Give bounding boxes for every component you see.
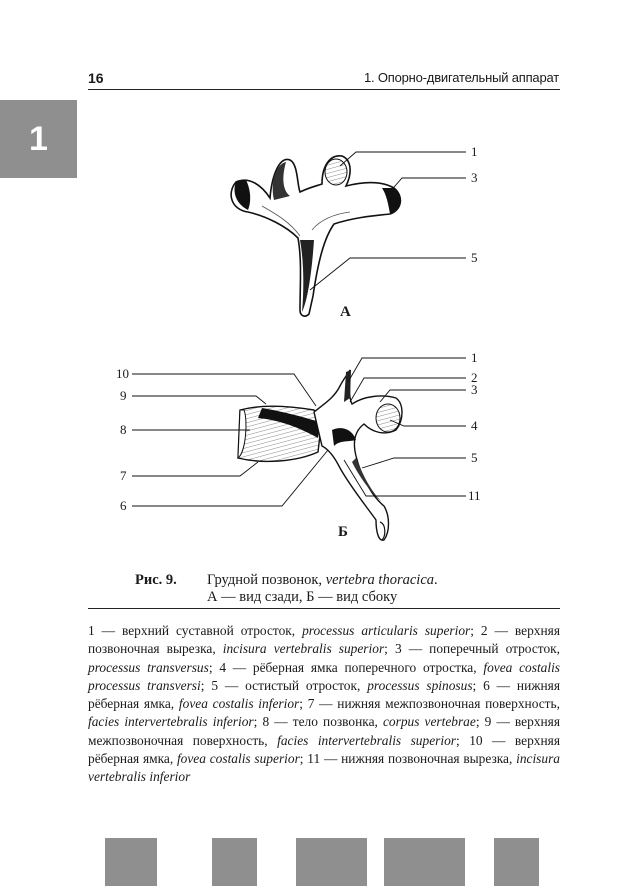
legend-entry: 4 — рёберная ямка поперечного отростка, fovea costalis processus transversi; <box>88 659 561 693</box>
view-b-callout-4: 4 <box>471 418 478 433</box>
chapter-tab: 1 <box>0 100 77 178</box>
footer-block-3 <box>296 838 367 886</box>
legend-entry: 3 — поперечный отросток, processus transversus; <box>88 641 560 675</box>
vertebra-view-b-drawing <box>238 370 402 540</box>
legend-entry: 9 — верхняя межпозвоночная поверхность, facies intervertebralis superior; <box>88 714 560 748</box>
legend-entry: 2 — верхняя позвоночная вырезка, incisura vertebralis superior; <box>88 623 560 657</box>
legend-entry: 8 — тело позвонка, corpus vertebrae; <box>262 714 485 730</box>
view-a-label: А <box>340 304 351 320</box>
legend-entry: 7 — нижняя межпозвоночная поверхность, facies intervertebralis inferior; <box>88 696 560 730</box>
legend-entry: 11 — нижняя позвоночная вырезка, incisura vertebralis inferior <box>88 751 560 785</box>
view-b-callout-9: 9 <box>120 388 127 403</box>
legend-entry: 1 — верхний суставной отросток, processus articularis superior; <box>88 623 481 638</box>
view-b-callout-1: 1 <box>471 350 478 365</box>
legend-entry: 5 — остистый отросток, processus spinosus; <box>211 677 484 693</box>
legend-paragraph <box>88 622 560 787</box>
view-b-callout-7: 7 <box>120 468 127 483</box>
view-b-label: Б <box>338 524 348 540</box>
footer-block-2 <box>212 838 257 886</box>
view-b-callout-2: 2 <box>471 370 478 385</box>
view-a-callout-1: 1 <box>471 144 478 159</box>
footer-block-5 <box>494 838 539 886</box>
caption-title: Грудной позвонок, vertebra thoracica. <box>207 572 438 588</box>
vertebra-view-a-drawing <box>231 156 400 316</box>
footer-block-4 <box>384 838 465 886</box>
figure-legend <box>88 622 560 787</box>
view-b-callout-10: 10 <box>116 366 129 381</box>
view-b-callout-6: 6 <box>120 498 127 513</box>
view-a-callout-5: 5 <box>471 250 478 265</box>
view-b-callout-3: 3 <box>471 382 478 397</box>
caption-rule <box>88 608 560 609</box>
view-b-callout-5: 5 <box>471 450 478 465</box>
legend-entry: 10 — верхняя рёберная ямка, fovea costalis superior; <box>88 732 560 767</box>
page-number: 16 <box>88 70 104 86</box>
running-header-chapter-title: 1. Опорно-двигательный аппарат <box>364 70 559 85</box>
view-b-callout-8: 8 <box>120 422 127 437</box>
legend-entry: 6 — нижняя рёберная ямка, fovea costalis inferior; <box>88 677 560 712</box>
caption-subtitle: А — вид сзади, Б — вид сбоку <box>207 589 398 605</box>
caption-label: Рис. 9. <box>135 572 177 588</box>
footer-block-1 <box>105 838 157 886</box>
view-b-callout-11: 11 <box>468 488 481 503</box>
view-a-callout-3: 3 <box>471 170 478 185</box>
